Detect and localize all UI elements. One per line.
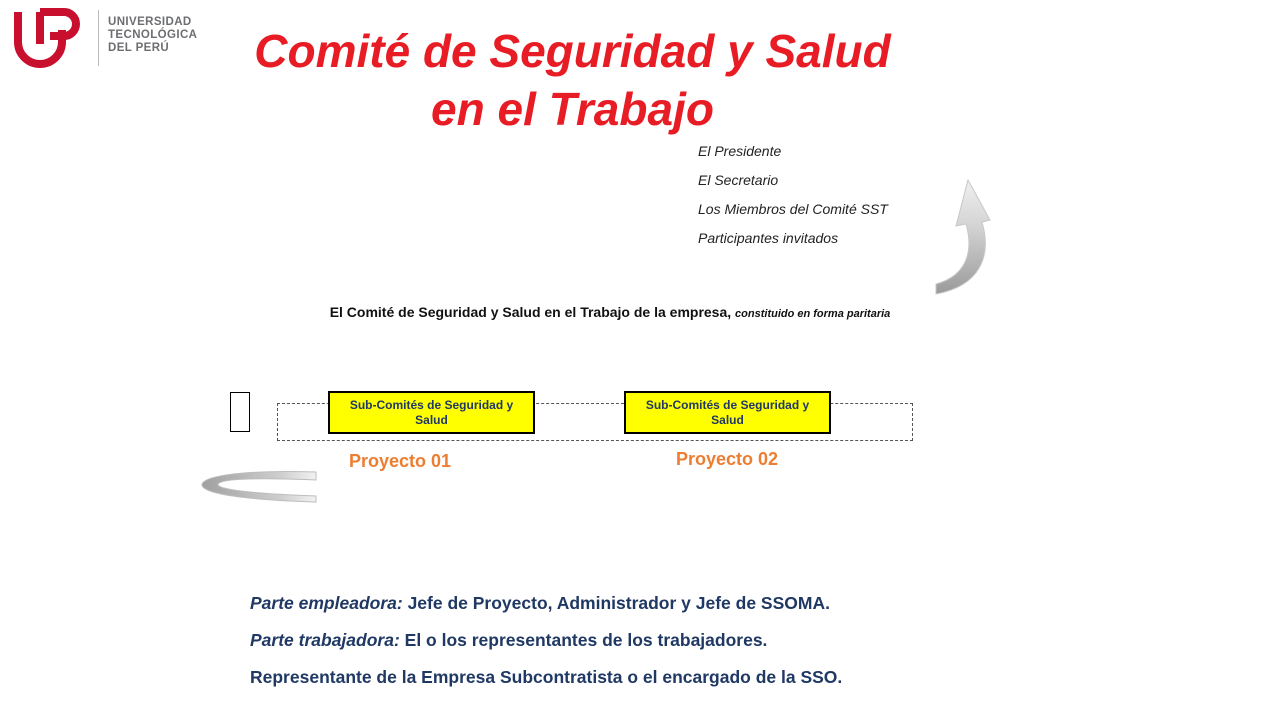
member-invited-participants: Participantes invitados <box>698 230 839 246</box>
missing-glyph-icon <box>230 392 250 432</box>
member-president: El Presidente <box>698 143 782 159</box>
worker-lead: Parte trabajadora: <box>250 630 400 650</box>
project-label-2: Proyecto 02 <box>676 449 779 469</box>
title-line-2: en el Trabajo <box>431 83 714 135</box>
utp-logo <box>10 4 200 68</box>
utp-logo-mark-icon <box>10 4 82 68</box>
employer-text: Jefe de Proyecto, Administrador y Jefe de SSOMA. <box>407 593 830 613</box>
curved-arrow-up-icon <box>932 176 992 304</box>
worker-text: El o los representantes de los trabajadores. <box>404 630 768 650</box>
page-title <box>200 22 945 138</box>
subcommittee-box-2: Sub-Comités de Seguridad y Salud <box>624 391 831 434</box>
employer-lead: Parte empleadora: <box>250 593 403 613</box>
worker-row <box>250 628 842 665</box>
member-committee-members: Los Miembros del Comité SST <box>698 201 888 217</box>
logo-line-1: UNIVERSIDAD <box>108 16 192 28</box>
committee-small-text: constituido en forma paritaria <box>735 308 891 320</box>
committee-description <box>160 304 1060 320</box>
employer-row <box>250 591 842 628</box>
title-line-1: Comité de Seguridad y Salud <box>254 25 891 77</box>
committee-main-text: El Comité de Seguridad y Salud en el Trabajo de la empresa, <box>329 304 732 320</box>
logo-text <box>108 16 197 55</box>
contractor-text: Representante de la Empresa Subcontratista o el encargado de la SSO. <box>250 667 843 687</box>
members-list <box>698 142 888 258</box>
project-label-1: Proyecto 01 <box>349 451 452 471</box>
logo-line-2: TECNOLÓGICA <box>108 29 198 41</box>
contractor-row <box>250 665 842 702</box>
parts-list <box>250 591 842 702</box>
member-secretary: El Secretario <box>698 172 779 188</box>
curved-arrow-right-icon <box>198 460 323 510</box>
logo-divider <box>98 10 99 66</box>
logo-line-3: DEL PERÚ <box>108 42 170 54</box>
subcommittee-box-1: Sub-Comités de Seguridad y Salud <box>328 391 535 434</box>
